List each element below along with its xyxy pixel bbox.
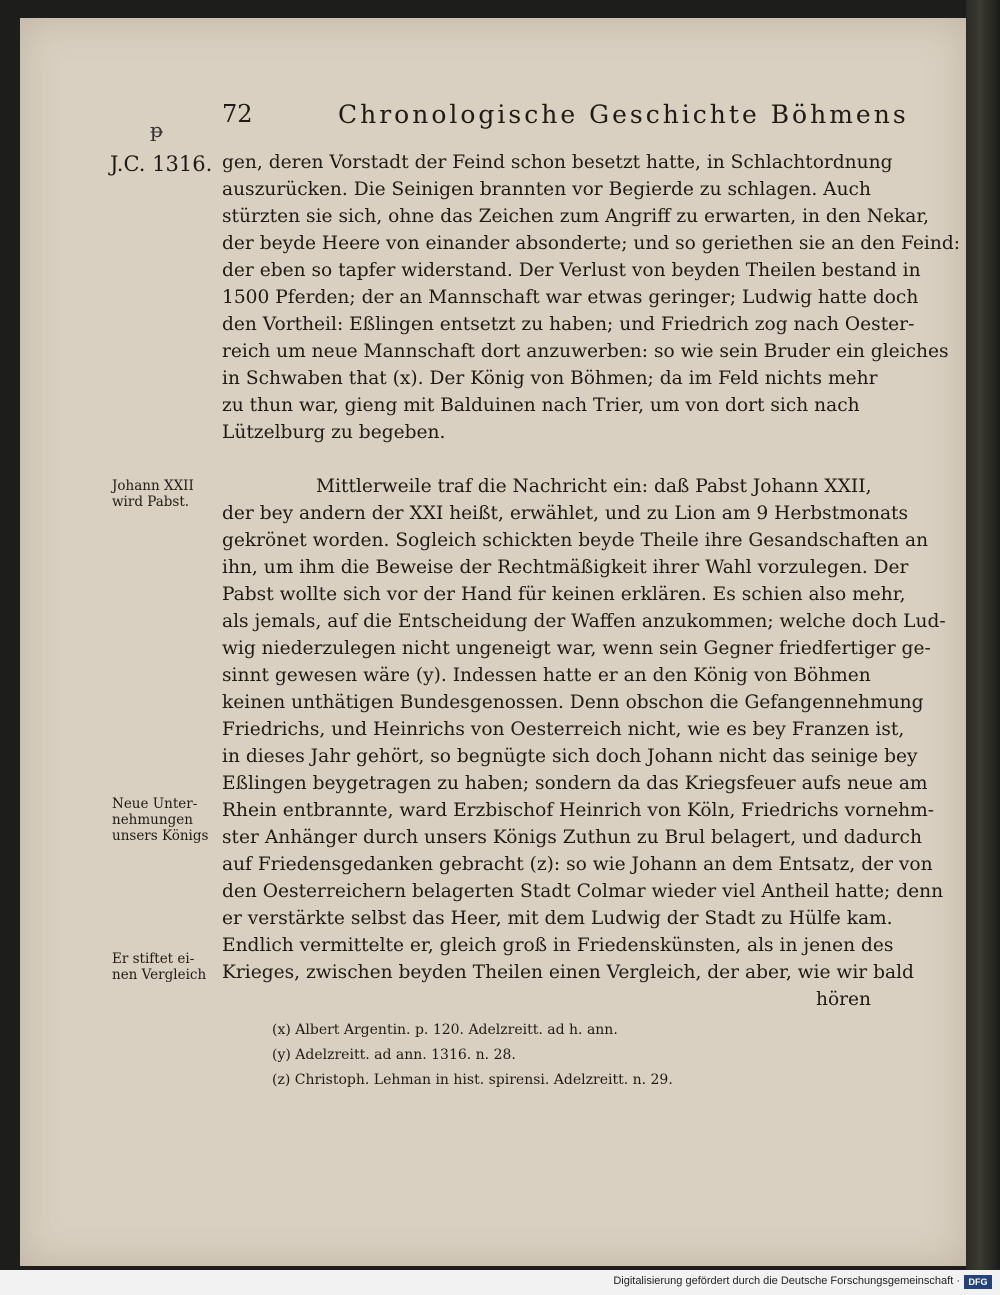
body-line: stürzten sie sich, ohne das Zeichen zum Angriff zu erwarten, in den Nekar, [222,206,930,227]
body-line: Rhein entbrannte, ward Erzbischof Heinrich von Köln, Friedrichs vornehm- [222,800,935,821]
body-line: keinen unthätigen Bundesgenossen. Denn obschon die Gefangennehmung [222,692,924,713]
body-line: gekrönet worden. Sogleich schickten beyde Theile ihre Gesandschaften an [222,530,929,551]
running-title: Chronologische Geschichte Böhmens [338,100,909,129]
body-line: sinnt gewesen wäre (y). Indessen hatte er an den König von Böhmen [222,665,871,686]
funding-credit: Digitalisierung gefördert durch die Deutsche Forschungsgemeinschaft · [613,1275,960,1287]
body-line: Krieges, zwischen beyden Theilen einen Vergleich, der aber, wie wir bald [222,962,914,983]
body-line: der bey andern der XXI heißt, erwählet, und zu Lion am 9 Herbstmonats [222,503,909,524]
body-line: ster Anhänger durch unsers Königs Zuthun zu Brul belagert, und dadurch [222,827,922,848]
body-line: in Schwaben that (x). Der König von Böhmen; da im Feld nichts mehr [222,368,878,389]
body-line: den Oesterreichern belagerten Stadt Colmar wieder viel Antheil hatte; denn [222,881,944,902]
body-line: 1500 Pferden; der an Mannschaft war etwas geringer; Ludwig hatte doch [222,287,919,308]
margin-note-line: nehmungen [112,812,193,828]
body-line: zu thun war, gieng mit Balduinen nach Trier, um von dort sich nach [222,395,860,416]
body-line: wig niederzulegen nicht ungeneigt war, wenn sein Gegner friedfertiger ge- [222,638,931,659]
body-line: Eßlingen beygetragen zu haben; sondern da das Kriegsfeuer aufs neue am [222,773,928,794]
dfg-logo: DFG [964,1275,992,1289]
margin-note-undertakings [112,796,212,844]
body-line: in dieses Jahr gehört, so begnügte sich doch Johann nicht das seinige bey [222,746,918,767]
body-line: auszurücken. Die Seinigen brannten vor Begierde zu schlagen. Auch [222,179,871,200]
body-line: den Vortheil: Eßlingen entsetzt zu haben; und Friedrich zog nach Oester- [222,314,915,335]
margin-year: J.C. 1316. [110,152,213,176]
body-line: Mittlerweile traf die Nachricht ein: daß Pabst Johann XXII, [316,476,872,497]
body-line: Pabst wollte sich vor der Hand für keinen erklären. Es schien also mehr, [222,584,906,605]
body-line: der eben so tapfer widerstand. Der Verlust von beyden Theilen bestand in [222,260,921,281]
margin-note-line: Johann XXII [112,478,194,494]
book-edge [966,0,1000,1270]
margin-note-pope [112,478,212,510]
body-line: gen, deren Vorstadt der Feind schon besetzt hatte, in Schlachtordnung [222,152,893,173]
body-line: reich um neue Mannschaft dort anzuwerben: so wie sein Bruder ein gleiches [222,341,949,362]
page-number: 72 [222,100,253,128]
body-line: Friedrichs, und Heinrichs von Oesterreich nicht, wie es bey Franzen ist, [222,719,905,740]
body-line: Lützelburg zu begeben. [222,422,446,443]
margin-mark: ᵽ [150,118,163,142]
body-line: ihn, um ihm die Beweise der Rechtmäßigkeit ihrer Wahl vorzulegen. Der [222,557,909,578]
body-line: der beyde Heere von einander absonderte; und so geriethen sie an den Feind: [222,233,961,254]
margin-note-line: Neue Unter- [112,796,198,812]
margin-note-line: nen Vergleich [112,967,207,983]
catchword: hören [816,989,872,1010]
margin-note-line: Er stiftet ei- [112,951,195,967]
margin-note-settlement [112,951,212,983]
footnote: (z) Christoph. Lehman in hist. spirensi. Adelzreitt. n. 29. [272,1072,673,1088]
body-line: auf Friedensgedanken gebracht (z): so wie Johann an dem Entsatz, der von [222,854,933,875]
footnote: (x) Albert Argentin. p. 120. Adelzreitt. ad h. ann. [272,1022,618,1038]
margin-note-line: unsers Königs [112,828,209,844]
footnote: (y) Adelzreitt. ad ann. 1316. n. 28. [272,1047,516,1063]
margin-note-line: wird Pabst. [112,494,190,510]
body-line: er verstärkte selbst das Heer, mit dem Ludwig der Stadt zu Hülfe kam. [222,908,893,929]
body-line: als jemals, auf die Entscheidung der Waffen anzukommen; welche doch Lud- [222,611,946,632]
body-line: Endlich vermittelte er, gleich groß in Friedenskünsten, als in jenen des [222,935,894,956]
